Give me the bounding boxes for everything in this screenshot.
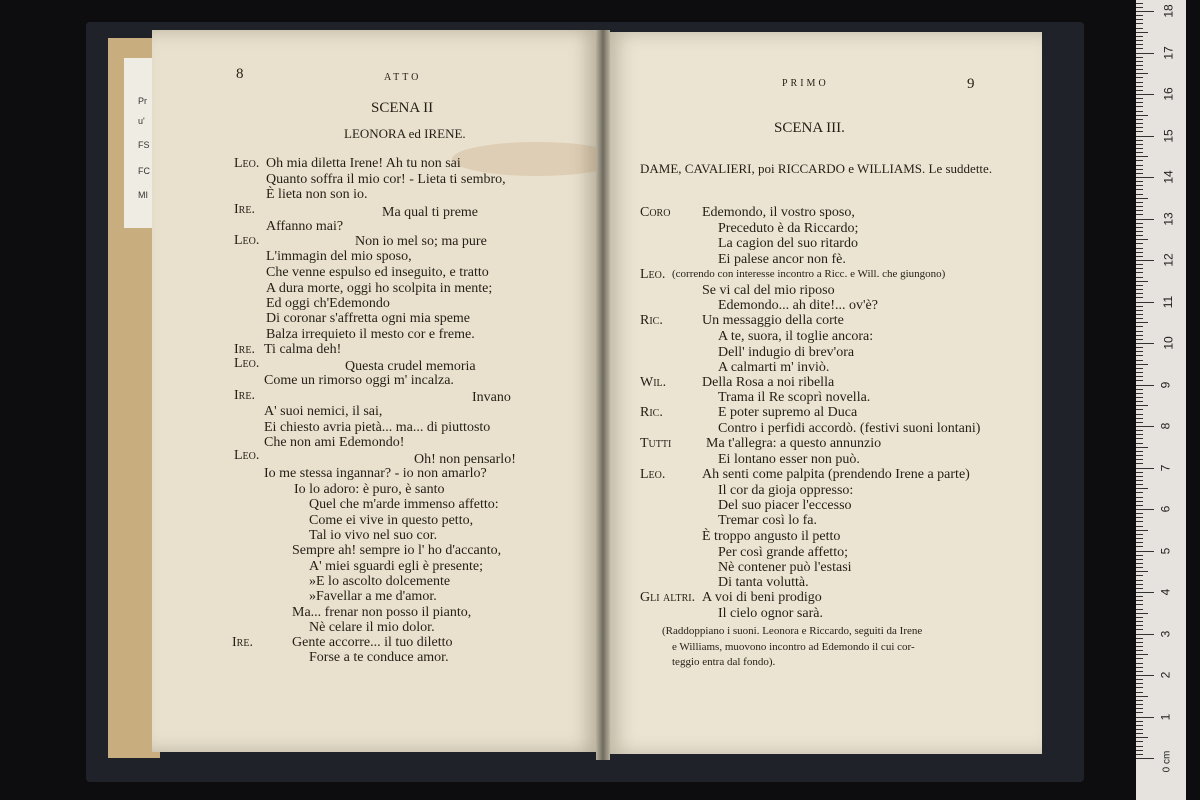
ruler-number: 6	[1158, 505, 1173, 513]
left-text-line: Non io mel so; ma pure	[355, 234, 487, 249]
ruler-tick	[1136, 36, 1143, 37]
right-text-line: Ah senti come palpita (prendendo Irene a parte)	[702, 467, 970, 482]
ruler-tick	[1136, 297, 1143, 298]
ruler-tick	[1136, 3, 1143, 4]
ruler-tick	[1136, 177, 1154, 178]
ruler-number: 12	[1161, 253, 1176, 267]
ruler-tick	[1136, 77, 1143, 78]
ruler-tick	[1136, 289, 1143, 290]
ruler-number: 5	[1158, 547, 1173, 554]
ruler-tick	[1136, 277, 1143, 278]
left-speaker: Leo.	[234, 356, 260, 371]
right-text-line: A voi di beni prodigo	[702, 590, 822, 605]
ruler-tick	[1136, 754, 1143, 755]
ruler-tick	[1136, 414, 1143, 415]
catalog-label-line: MI	[138, 190, 148, 200]
ruler-tick	[1136, 679, 1143, 680]
ruler-tick	[1136, 563, 1143, 564]
ruler-tick	[1136, 306, 1143, 307]
ruler-number: 15	[1161, 128, 1176, 143]
ruler-tick	[1136, 331, 1143, 332]
ruler-tick	[1136, 86, 1143, 87]
ruler-tick	[1136, 604, 1143, 605]
ruler-tick	[1136, 152, 1143, 153]
ruler-tick	[1136, 621, 1143, 622]
scene-characters-left: LEONORA ed IRENE.	[344, 126, 466, 141]
ruler-tick	[1136, 165, 1143, 166]
left-speaker: Ire.	[232, 635, 253, 650]
ruler-number: 18	[1161, 4, 1176, 18]
ruler-tick	[1136, 422, 1143, 423]
ruler-tick	[1136, 650, 1143, 651]
ruler-tick	[1136, 476, 1143, 477]
ruler-tick	[1136, 530, 1148, 531]
ruler-tick	[1136, 658, 1143, 659]
ruler-tick	[1136, 123, 1143, 124]
ruler-tick	[1136, 480, 1143, 481]
ruler-tick	[1136, 758, 1154, 759]
right-text-line: E poter supremo al Duca	[718, 405, 858, 420]
left-text-line: Balza irrequieto il mesto cor e freme.	[266, 327, 475, 342]
ruler-tick	[1136, 571, 1148, 572]
ruler-number: 9	[1158, 381, 1173, 388]
ruler-number: 16	[1161, 87, 1176, 101]
left-text-line: Come un rimorso oggi m' incalza.	[264, 373, 454, 388]
ruler-tick	[1136, 360, 1143, 361]
right-text-line: (correndo con interesse incontro a Ricc. e Will. che giungono)	[672, 268, 946, 280]
right-text-line: Edemondo, il vostro sposo,	[702, 205, 855, 220]
ruler-tick	[1136, 23, 1143, 24]
ruler-tick	[1136, 32, 1148, 33]
ruler-tick	[1136, 61, 1143, 62]
left-text-line: Che non ami Edemondo!	[264, 435, 405, 450]
ruler-tick	[1136, 459, 1143, 460]
ruler-tick	[1136, 243, 1143, 244]
ruler-tick	[1136, 683, 1143, 684]
left-text-line: Forse a te conduce amor.	[309, 650, 449, 665]
ruler-tick	[1136, 389, 1143, 390]
ruler-tick	[1136, 239, 1148, 240]
ruler-number: 4	[1158, 588, 1173, 596]
right-speaker: Tutti	[640, 436, 672, 451]
ruler-number: 13	[1161, 211, 1176, 226]
ruler-tick	[1136, 223, 1143, 224]
left-text-line: Ed oggi ch'Edemondo	[266, 296, 390, 311]
ruler-tick	[1136, 268, 1143, 269]
left-text-line: Ma qual ti preme	[382, 205, 479, 220]
scene-title-left: SCENA II	[371, 100, 434, 116]
left-speaker: Ire.	[234, 388, 255, 403]
right-text-line: Della Rosa a noi ribella	[702, 375, 835, 390]
right-text-line: Contro i perfidi accordò. (festivi suoni lontani)	[718, 421, 981, 436]
right-text-line: Per così grande affetto;	[718, 545, 848, 560]
ruler-tick	[1136, 451, 1143, 452]
ruler-tick	[1136, 609, 1143, 610]
ruler-tick	[1136, 551, 1154, 552]
ruler-tick	[1136, 567, 1143, 568]
ruler-tick	[1136, 385, 1154, 386]
ruler-tick	[1136, 696, 1148, 697]
ruler-tick	[1136, 94, 1154, 95]
ruler-tick	[1136, 393, 1143, 394]
ruler-tick	[1136, 198, 1148, 199]
ruler-number: 2	[1158, 671, 1173, 679]
ruler-tick	[1136, 364, 1148, 365]
ruler-tick	[1136, 82, 1143, 83]
ruler-tick	[1136, 148, 1143, 149]
ruler-tick	[1136, 397, 1143, 398]
ruler-tick	[1136, 368, 1143, 369]
measuring-ruler	[1136, 0, 1186, 800]
ruler-tick	[1136, 434, 1143, 435]
left-text-line: È lieta non son io.	[266, 187, 368, 202]
ruler-tick	[1136, 210, 1143, 211]
ruler-tick	[1136, 69, 1143, 70]
ruler-tick	[1136, 555, 1143, 556]
ruler-tick	[1136, 575, 1143, 576]
ruler-tick	[1136, 115, 1148, 116]
ruler-tick	[1136, 272, 1143, 273]
ruler-tick	[1136, 347, 1143, 348]
ruler-tick	[1136, 725, 1143, 726]
ruler-tick	[1136, 339, 1143, 340]
ruler-tick	[1136, 227, 1143, 228]
ruler-tick	[1136, 501, 1143, 502]
ruler-tick	[1136, 119, 1143, 120]
ruler-tick	[1136, 750, 1143, 751]
ruler-tick	[1136, 521, 1143, 522]
ruler-tick	[1136, 302, 1154, 303]
ruler-tick	[1136, 704, 1143, 705]
ruler-tick	[1136, 53, 1154, 54]
ruler-tick	[1136, 185, 1143, 186]
ruler-tick	[1136, 214, 1143, 215]
ruler-tick	[1136, 293, 1143, 294]
ruler-tick	[1136, 468, 1154, 469]
book-gutter	[596, 30, 610, 760]
ruler-tick	[1136, 559, 1143, 560]
ruler-tick	[1136, 497, 1143, 498]
right-text-line: Ei palese ancor non fè.	[718, 252, 846, 267]
right-speaker: Coro	[640, 205, 671, 220]
ruler-tick	[1136, 663, 1143, 664]
ruler-tick	[1136, 426, 1154, 427]
ruler-tick	[1136, 28, 1143, 29]
ruler-tick	[1136, 642, 1143, 643]
ruler-tick	[1136, 131, 1143, 132]
scene-characters-right: DAME, CAVALIERI, poi RICCARDO e WILLIAMS. Le suddette.	[640, 161, 993, 176]
catalog-label-line: FS	[138, 140, 150, 150]
left-text-line: Come ei vive in questo petto,	[309, 513, 474, 528]
ruler-tick	[1136, 314, 1143, 315]
ruler-tick	[1136, 447, 1148, 448]
ruler-tick	[1136, 264, 1143, 265]
ruler-tick	[1136, 654, 1148, 655]
ruler-tick	[1136, 405, 1148, 406]
ruler-tick	[1136, 343, 1154, 344]
ruler-tick	[1136, 584, 1143, 585]
ruler-tick	[1136, 376, 1143, 377]
ruler-tick	[1136, 235, 1143, 236]
right-text-line: Del suo piacer l'eccesso	[718, 498, 852, 513]
ruler-tick	[1136, 625, 1143, 626]
ruler-tick	[1136, 219, 1154, 220]
ruler-tick	[1136, 15, 1143, 16]
ruler-tick	[1136, 106, 1143, 107]
ruler-unit: 0 cm	[1161, 750, 1173, 773]
ruler-tick	[1136, 310, 1143, 311]
ruler-tick	[1136, 140, 1143, 141]
right-text-line: Il cor da gioja oppresso:	[718, 483, 854, 498]
catalog-label	[124, 58, 152, 228]
left-text-line: Nè celare il mio dolor.	[309, 620, 435, 635]
left-text-line: Quel che m'arde immenso affetto:	[309, 497, 499, 512]
ruler-tick	[1136, 189, 1143, 190]
left-text-line: A' suoi nemici, il sai,	[264, 404, 383, 419]
left-text-line: Questa crudel memoria	[345, 359, 476, 374]
ruler-tick	[1136, 181, 1143, 182]
running-head-right: PRIMO	[782, 78, 829, 89]
page-number-right: 9	[967, 76, 975, 92]
left-text-line: »E lo ascolto dolcemente	[309, 574, 451, 589]
ruler-tick	[1136, 737, 1148, 738]
left-speaker: Ire.	[234, 202, 255, 217]
ruler-tick	[1136, 318, 1143, 319]
ruler-tick	[1136, 692, 1143, 693]
catalog-label-line: u'	[138, 116, 145, 126]
ruler-tick	[1136, 484, 1143, 485]
ruler-tick	[1136, 646, 1143, 647]
left-text-line: Ti calma deh!	[264, 342, 342, 357]
ruler-tick	[1136, 592, 1154, 593]
ruler-tick	[1136, 44, 1143, 45]
ruler-tick	[1136, 231, 1143, 232]
right-speaker: Gli altri.	[640, 590, 696, 605]
ruler-tick	[1136, 57, 1143, 58]
left-text-line: »Favellar a me d'amor.	[309, 589, 437, 604]
right-text-line: Preceduto è da Riccardo;	[718, 221, 859, 236]
left-speaker: Leo.	[234, 448, 260, 463]
ruler-tick	[1136, 127, 1143, 128]
left-text-line: Tal io vivo nel suo cor.	[309, 528, 438, 543]
ruler-number: 3	[1158, 630, 1173, 637]
right-speaker: Wil.	[640, 375, 667, 390]
ruler-tick	[1136, 542, 1143, 543]
page-number-left: 8	[236, 66, 244, 82]
right-text-line: Edemondo... ah dite!... ov'è?	[718, 298, 878, 313]
ruler-tick	[1136, 700, 1143, 701]
ruler-tick	[1136, 746, 1143, 747]
ruler-tick	[1136, 98, 1143, 99]
ruler-tick	[1136, 505, 1143, 506]
ruler-tick	[1136, 438, 1143, 439]
left-text-line: Quanto soffra il mio cor! - Lieta ti sembro,	[266, 172, 506, 187]
ruler-tick	[1136, 455, 1143, 456]
ruler-tick	[1136, 48, 1143, 49]
ruler-tick	[1136, 256, 1143, 257]
left-text-line: Oh mia diletta Irene! Ah tu non sai	[266, 156, 461, 171]
ruler-number: 7	[1158, 464, 1173, 471]
right-text-line: teggio entra dal fondo).	[672, 656, 776, 668]
right-text-line: È troppo angusto il petto	[702, 529, 841, 544]
left-text-line: Affanno mai?	[266, 219, 344, 234]
catalog-label-line: Pr	[138, 96, 147, 106]
ruler-tick	[1136, 596, 1143, 597]
right-speaker: Ric.	[640, 313, 663, 328]
left-text-line: Io lo adoro: è puro, è santo	[294, 482, 445, 497]
right-text-line: (Raddoppiano i suoni. Leonora e Riccardo, seguiti da Irene	[662, 625, 923, 637]
ruler-number: 11	[1161, 295, 1176, 308]
right-page	[606, 32, 1042, 754]
ruler-tick	[1136, 169, 1143, 170]
ruler-tick	[1136, 418, 1143, 419]
left-text-line: Ma... frenar non posso il pianto,	[292, 605, 472, 620]
ruler-tick	[1136, 638, 1143, 639]
ruler-tick	[1136, 534, 1143, 535]
ruler-tick	[1136, 281, 1148, 282]
ruler-tick	[1136, 355, 1143, 356]
ruler-tick	[1136, 509, 1154, 510]
right-text-line: Ei lontano esser non può.	[718, 452, 860, 467]
ruler-tick	[1136, 546, 1143, 547]
ruler-tick	[1136, 326, 1143, 327]
ruler-tick	[1136, 248, 1143, 249]
ruler-tick	[1136, 580, 1143, 581]
left-text-line: Io me stessa ingannar? - io non amarlo?	[264, 466, 487, 481]
ruler-tick	[1136, 144, 1143, 145]
right-speaker: Leo.	[640, 267, 666, 282]
left-text-line: Invano	[472, 390, 511, 405]
ruler-tick	[1136, 463, 1143, 464]
ruler-tick	[1136, 73, 1148, 74]
ruler-tick	[1136, 526, 1143, 527]
left-speaker: Leo.	[234, 233, 260, 248]
ruler-tick	[1136, 430, 1143, 431]
right-speaker: Leo.	[640, 467, 666, 482]
ruler-tick	[1136, 687, 1143, 688]
ruler-tick	[1136, 617, 1143, 618]
right-text-line: Ma t'allegra: a questo annunzio	[706, 436, 882, 451]
running-head-left: ATTO	[384, 72, 422, 83]
ruler-tick	[1136, 65, 1143, 66]
left-text-line: Che venne espulso ed inseguito, e tratto	[266, 265, 489, 280]
right-text-line: Se vi cal del mio riposo	[702, 283, 835, 298]
ruler-tick	[1136, 488, 1148, 489]
right-text-line: Trama il Re scoprì novella.	[718, 390, 871, 405]
ruler-tick	[1136, 538, 1143, 539]
ruler-number: 10	[1161, 336, 1176, 350]
right-text-line: e Williams, muovono incontro ad Edemondo il cui cor-	[672, 641, 915, 653]
right-speaker: Ric.	[640, 405, 663, 420]
ruler-tick	[1136, 351, 1143, 352]
ruler-tick	[1136, 492, 1143, 493]
ruler-tick	[1136, 513, 1143, 514]
ruler-tick	[1136, 19, 1143, 20]
ruler-tick	[1136, 380, 1143, 381]
ruler-tick	[1136, 156, 1148, 157]
ruler-tick	[1136, 372, 1143, 373]
right-text-line: La cagion del suo ritardo	[718, 236, 858, 251]
ruler-tick	[1136, 260, 1154, 261]
ruler-tick	[1136, 160, 1143, 161]
ruler-number: 14	[1161, 170, 1176, 184]
right-text-line: Nè contener può l'estasi	[718, 560, 852, 575]
ruler-tick	[1136, 613, 1148, 614]
left-speaker: Ire.	[234, 342, 255, 357]
ruler-tick	[1136, 733, 1143, 734]
ruler-tick	[1136, 252, 1143, 253]
ruler-tick	[1136, 741, 1143, 742]
ruler-tick	[1136, 322, 1148, 323]
left-speaker: Leo.	[234, 156, 260, 171]
catalog-label-line: FC	[138, 166, 150, 176]
ruler-tick	[1136, 588, 1143, 589]
ruler-tick	[1136, 443, 1143, 444]
ruler-tick	[1136, 721, 1143, 722]
right-text-line: Di tanta voluttà.	[718, 575, 809, 590]
left-text-line: Ei chiesto avria pietà... ma... di piuttosto	[264, 420, 491, 435]
ruler-number: 8	[1158, 422, 1173, 430]
ruler-tick	[1136, 102, 1143, 103]
ruler-tick	[1136, 285, 1143, 286]
ruler-tick	[1136, 629, 1143, 630]
ruler-tick	[1136, 40, 1143, 41]
ruler-tick	[1136, 173, 1143, 174]
ruler-tick	[1136, 712, 1143, 713]
ruler-tick	[1136, 671, 1143, 672]
left-text-line: Sempre ah! sempre io l' ho d'accanto,	[292, 543, 502, 558]
ruler-tick	[1136, 634, 1154, 635]
ruler-tick	[1136, 401, 1143, 402]
ruler-tick	[1136, 717, 1154, 718]
right-text-line: Dell' indugio di brev'ora	[718, 345, 855, 360]
ruler-tick	[1136, 202, 1143, 203]
ruler-tick	[1136, 600, 1143, 601]
left-text-line: Oh! non pensarlo!	[414, 452, 516, 467]
ruler-tick	[1136, 675, 1154, 676]
ruler-tick	[1136, 667, 1143, 668]
ruler-tick	[1136, 409, 1143, 410]
ruler-tick	[1136, 7, 1143, 8]
left-text-line: Di coronar s'affretta ogni mia speme	[266, 311, 471, 326]
ruler-tick	[1136, 517, 1143, 518]
ruler-tick	[1136, 729, 1143, 730]
ruler-number: 1	[1158, 713, 1173, 720]
ruler-tick	[1136, 335, 1143, 336]
right-text-line: A te, suora, il toglie ancora:	[718, 329, 874, 344]
ruler-tick	[1136, 90, 1143, 91]
left-text-line: Gente accorre... il tuo diletto	[292, 635, 453, 650]
left-text-line: A' miei sguardi egli è presente;	[309, 559, 483, 574]
left-text-line: L'immagin del mio sposo,	[266, 249, 412, 264]
left-page	[152, 30, 600, 752]
ruler-tick	[1136, 136, 1154, 137]
ruler-tick	[1136, 206, 1143, 207]
ruler-tick	[1136, 708, 1143, 709]
right-text-line: Tremar così lo fa.	[718, 513, 818, 528]
ruler-tick	[1136, 472, 1143, 473]
ruler-tick	[1136, 111, 1143, 112]
ruler-tick	[1136, 11, 1154, 12]
right-text-line: A calmarti m' inviò.	[718, 360, 830, 375]
right-text-line: Un messaggio della corte	[702, 313, 844, 328]
ruler-number: 17	[1161, 45, 1176, 60]
scene-title-right: SCENA III.	[774, 120, 845, 136]
right-text-line: Il cielo ognor sarà.	[718, 606, 823, 621]
left-text-line: A dura morte, oggi ho scolpita in mente;	[266, 281, 493, 296]
ruler-tick	[1136, 194, 1143, 195]
